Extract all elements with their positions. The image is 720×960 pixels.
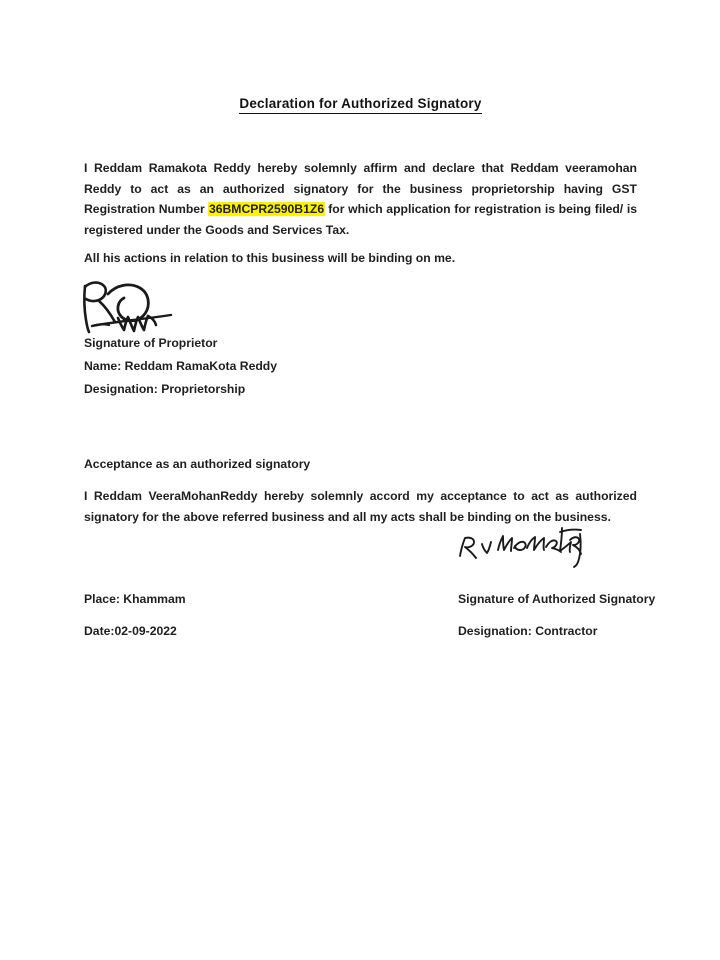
signature-of-authorized-signatory-label: Signature of Authorized Signatory [458,592,656,606]
page-title [84,96,637,111]
proprietor-name: Name: Reddam RamaKota Reddy [84,359,278,373]
signature-of-proprietor-label: Signature of Proprietor [84,336,218,350]
date-value: Date:02-09-2022 [84,624,177,638]
proprietor-signature-icon [78,274,208,336]
page-title-text: Declaration for Authorized Signatory [239,96,481,114]
authorized-signatory-signature-image [452,520,602,572]
declaration-text-after-gst: for which application for registration is being filed/ is registered under the Goods and Services Tax. [84,202,637,237]
gst-registration-number: 36BMCPR2590B1Z6 [208,202,325,217]
authorized-signature-icon [452,520,602,572]
place-value: Place: Khammam [84,592,186,606]
proprietor-signature-image [78,274,208,336]
acceptance-body-paragraph: I Reddam VeeraMohanReddy hereby solemnly accord my acceptance to act as authorized signatory for the above referred business and all my acts shall be binding on the business. [84,489,637,524]
declaration-paragraph [84,158,637,240]
authorized-signatory-designation: Designation: Contractor [458,624,598,638]
declaration-text-before-gst: I Reddam Ramakota Reddy hereby solemnly affirm and declare that Reddam veeramohan Reddy to act as an authorized signatory for the business proprietorship having GST Registration Number [84,161,637,217]
acceptance-heading: Acceptance as an authorized signatory [84,457,311,472]
proprietor-designation: Designation: Proprietorship [84,382,246,396]
binding-statement-paragraph: All his actions in relation to this business will be binding on me. [84,251,456,266]
